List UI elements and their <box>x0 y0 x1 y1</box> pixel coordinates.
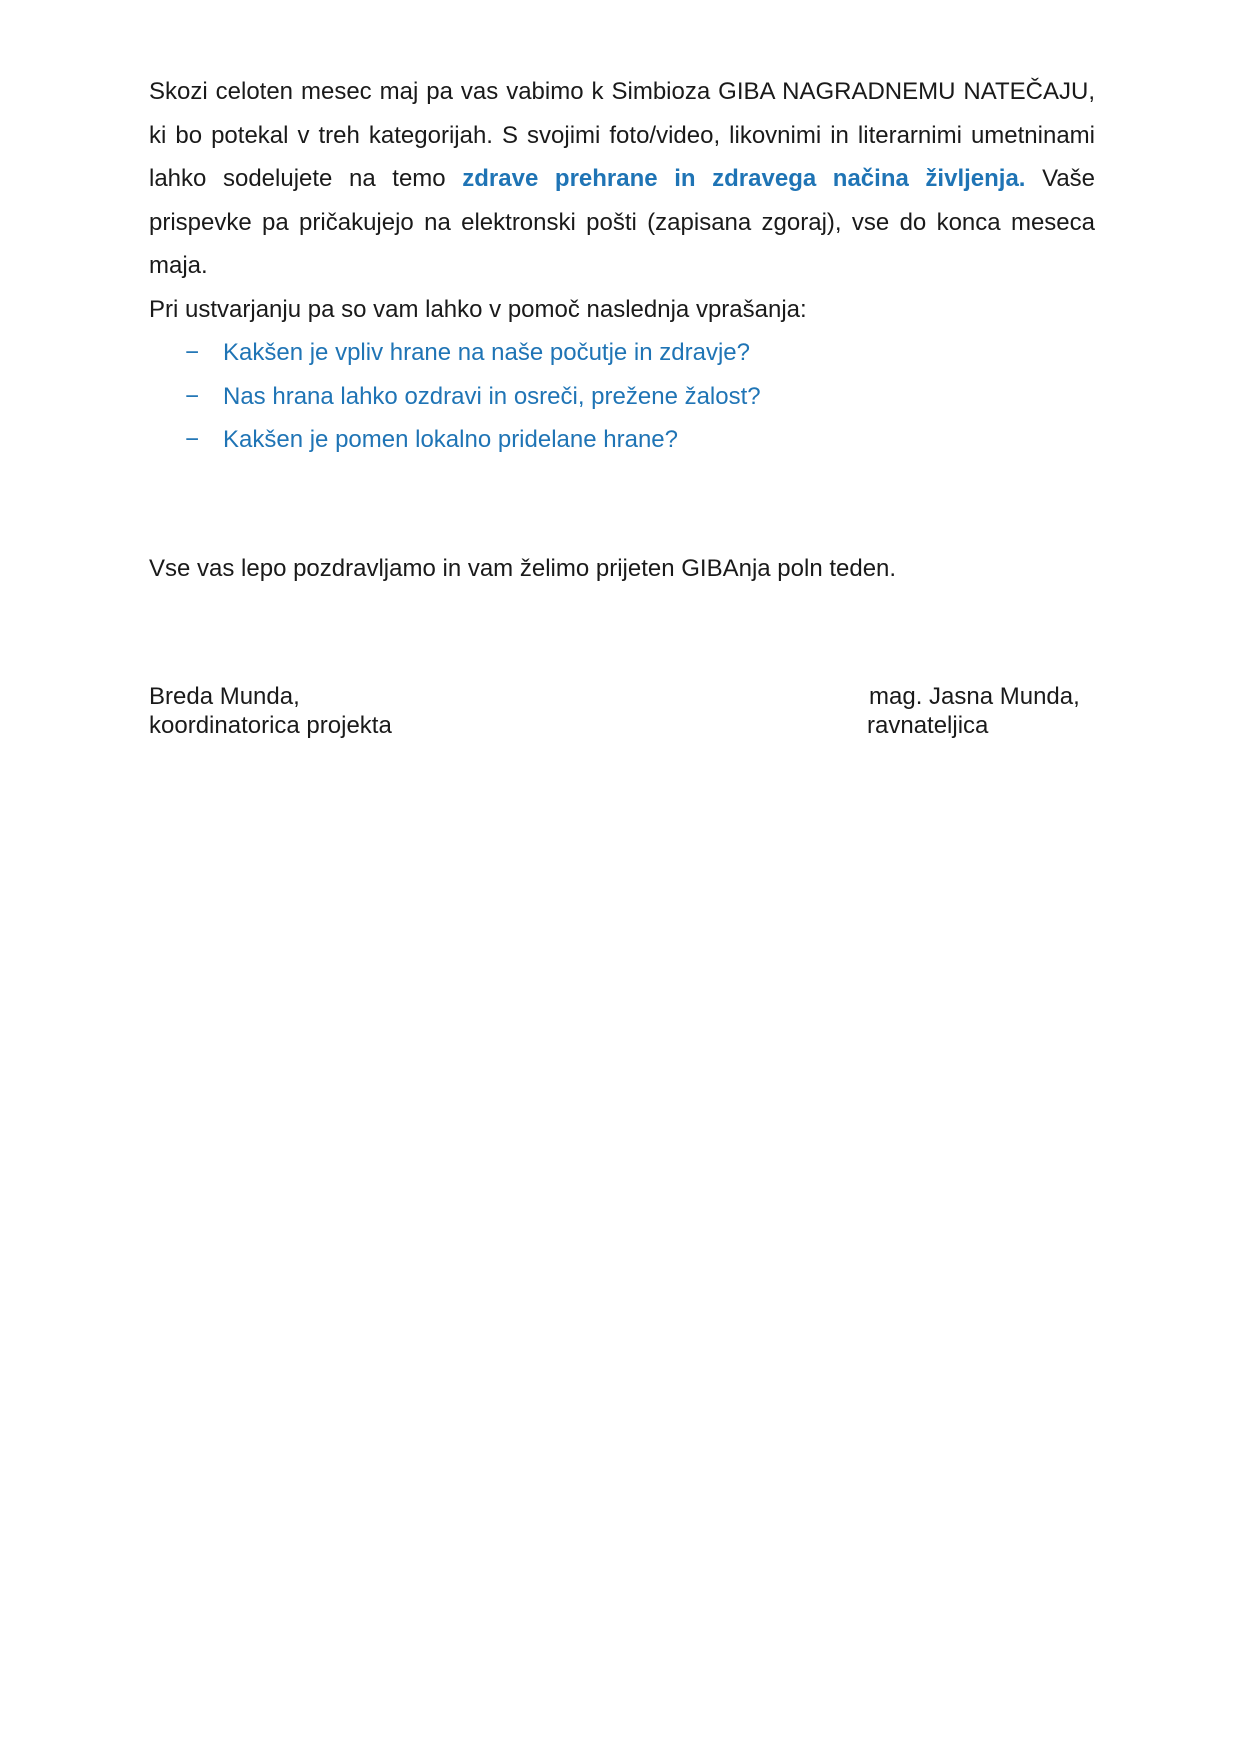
signature-coordinator <box>149 682 392 740</box>
question-text: Nas hrana lahko ozdravi in osreči, prežene žalost? <box>223 382 761 410</box>
document-page <box>149 70 1096 739</box>
question-text: Kakšen je pomen lokalno pridelane hrane? <box>223 426 678 453</box>
dash-bullet-icon: − <box>185 426 200 453</box>
paragraph-highlight: zdrave prehrane in zdravega načina življenja. <box>462 165 1026 192</box>
main-paragraph <box>149 70 1095 288</box>
question-item <box>149 331 1095 375</box>
question-item <box>149 418 1095 462</box>
signature-role: ravnateljica <box>867 712 989 739</box>
dash-bullet-icon: − <box>185 382 200 410</box>
question-list <box>149 331 1095 462</box>
signature-name: Breda Munda, <box>149 683 300 710</box>
signature-name: mag. Jasna Munda, <box>869 683 1080 710</box>
dash-bullet-icon: − <box>185 339 200 366</box>
paragraph-text-after: Vaše prispevke pa pričakujejo na elektronski pošti (zapisana zgoraj), vse do konca meseca maja. <box>149 165 1096 279</box>
questions-intro: Pri ustvarjanju pa so vam lahko v pomoč naslednja vprašanja: <box>149 295 807 323</box>
question-text: Kakšen je vpliv hrane na naše počutje in zdravje? <box>223 339 750 366</box>
signature-role: koordinatorica projekta <box>149 712 392 739</box>
closing-greeting: Vse vas lepo pozdravljamo in vam želimo prijeten GIBAnja poln teden. <box>149 555 897 582</box>
question-item <box>149 375 1095 419</box>
signature-principal <box>867 682 1080 740</box>
paragraph-text-before: Skozi celoten mesec maj pa vas vabimo k Simbioza GIBA NAGRADNEMU NATEČAJU, ki bo potekal v treh kategorijah. S svojimi foto/video, likovnimi in literarnimi umetninami lahko sodelujete na temo <box>149 78 1095 192</box>
